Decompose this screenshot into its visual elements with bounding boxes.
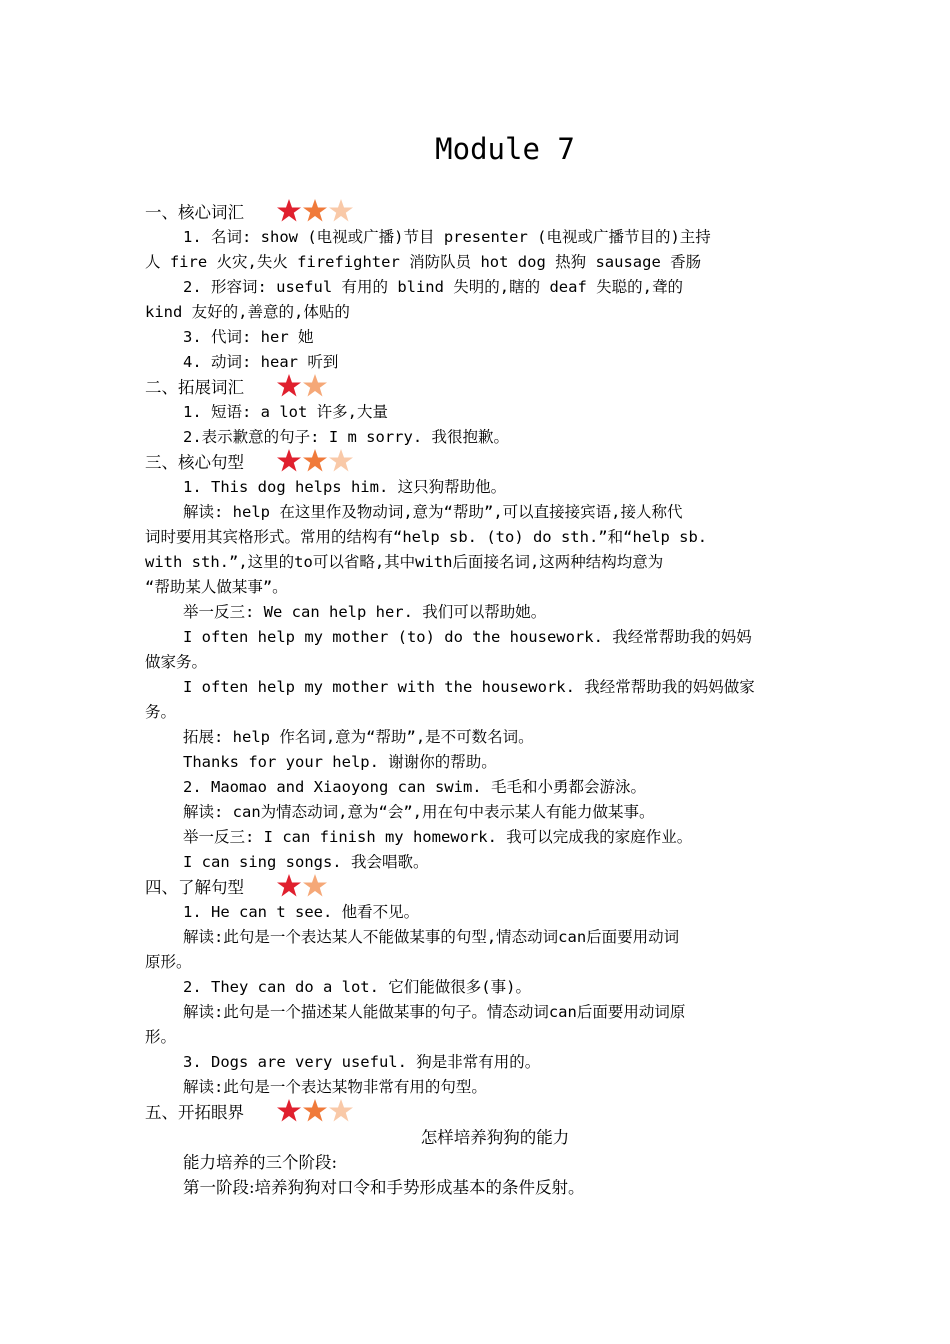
text-line: I can sing songs. 我会唱歌。: [183, 853, 429, 871]
text-line: 词时要用其宾格形式。常用的结构有“help sb. (to) do sth.”和“help sb.: [145, 528, 708, 546]
star-rating-icon: [276, 448, 356, 474]
text-line: 解读: can为情态动词,意为“会”,用在句中表示某人有能力做某事。: [183, 803, 655, 821]
text-line: 解读:此句是一个描述某人能做某事的句子。情态动词can后面要用动词原: [183, 1003, 686, 1021]
text-line: 3. Dogs are very useful. 狗是非常有用的。: [183, 1053, 541, 1071]
text-line: 2.表示歉意的句子: I m sorry. 我很抱歉。: [183, 428, 509, 446]
page-title: Module 7: [435, 132, 575, 166]
section-heading: 四、了解句型: [145, 878, 244, 897]
text-line: 2. 形容词: useful 有用的 blind 失明的,瞎的 deaf 失聪的,聋的: [183, 278, 683, 296]
text-line: 原形。: [145, 953, 192, 971]
subsection-title: 怎样培养狗狗的能力: [420, 1128, 570, 1147]
text-line: Thanks for your help. 谢谢你的帮助。: [183, 753, 497, 771]
text-line: 拓展: help 作名词,意为“帮助”,是不可数名词。: [183, 728, 534, 746]
section-heading: 三、核心句型: [145, 453, 244, 472]
text-line: 解读:此句是一个表达某人不能做某事的句型,情态动词can后面要用动词: [183, 928, 680, 946]
text-line: 第一阶段:培养狗狗对口令和手势形成基本的条件反射。: [183, 1178, 585, 1197]
text-line: 3. 代词: her 她: [183, 328, 314, 346]
text-line: 1. 名词: show (电视或广播)节目 presenter (电视或广播节目的)主持: [183, 228, 711, 246]
text-line: 解读: help 在这里作及物动词,意为“帮助”,可以直接接宾语,接人称代: [183, 503, 683, 521]
text-line: 1. He can t see. 他看不见。: [183, 903, 420, 921]
text-line: kind 友好的,善意的,体贴的: [145, 303, 350, 321]
star-rating-icon: [276, 1098, 356, 1124]
text-line: 2. They can do a lot. 它们能做很多(事)。: [183, 978, 531, 996]
text-line: 务。: [145, 703, 177, 721]
section-heading: 二、拓展词汇: [145, 378, 244, 397]
text-line: 4. 动词: hear 听到: [183, 353, 339, 371]
text-line: 2. Maomao and Xiaoyong can swim. 毛毛和小勇都会游泳。: [183, 778, 646, 796]
star-rating-icon: [276, 373, 330, 399]
star-rating-icon: [276, 198, 356, 224]
text-line: 能力培养的三个阶段:: [183, 1153, 338, 1172]
text-line: with sth.”,这里的to可以省略,其中with后面接名词,这两种结构均意为: [145, 553, 664, 571]
text-line: 解读:此句是一个表达某物非常有用的句型。: [183, 1078, 487, 1096]
text-line: 做家务。: [145, 653, 208, 671]
text-line: 举一反三: We can help her. 我们可以帮助她。: [183, 603, 547, 621]
text-line: 形。: [145, 1028, 177, 1046]
star-rating-icon: [276, 873, 330, 899]
section-heading: 一、核心词汇: [145, 203, 244, 222]
text-line: 1. This dog helps him. 这只狗帮助他。: [183, 478, 507, 496]
text-line: I often help my mother with the housework. 我经常帮助我的妈妈做家: [183, 678, 755, 696]
text-line: 举一反三: I can finish my homework. 我可以完成我的家庭作业。: [183, 828, 693, 846]
text-line: 1. 短语: a lot 许多,大量: [183, 403, 388, 421]
text-line: “帮助某人做某事”。: [145, 578, 288, 596]
text-line: I often help my mother (to) do the housework. 我经常帮助我的妈妈: [183, 628, 752, 646]
text-line: 人 fire 火灾,失火 firefighter 消防队员 hot dog 热狗 sausage 香肠: [145, 253, 702, 271]
section-heading: 五、开拓眼界: [145, 1103, 244, 1122]
